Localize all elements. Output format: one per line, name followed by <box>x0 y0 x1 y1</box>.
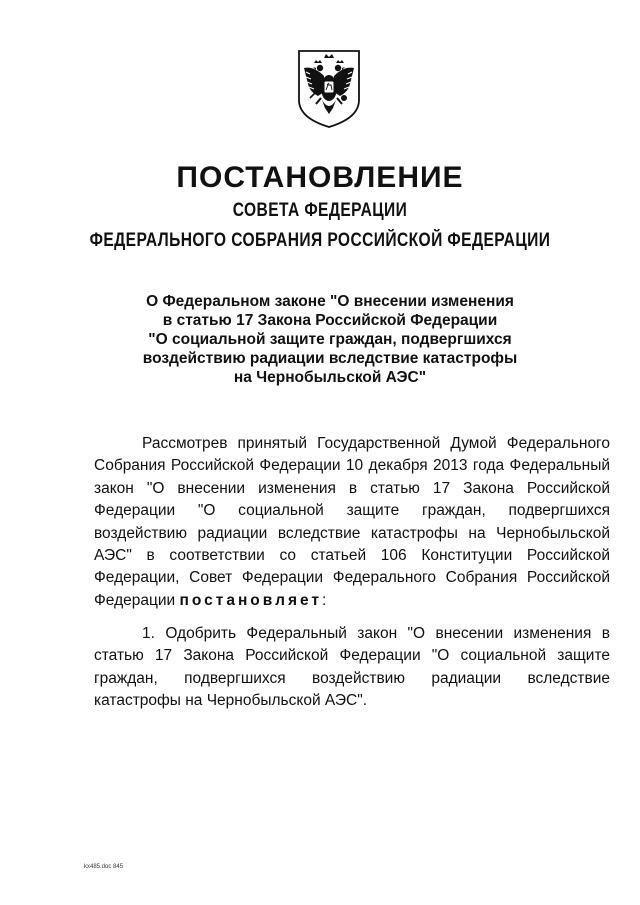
subject-line: "О социальной защите граждан, подвергшихся <box>148 331 512 348</box>
document-title: ПОСТАНОВЛЕНИЕ <box>176 161 464 194</box>
russian-coat-of-arms-icon <box>296 48 362 130</box>
resolution-item-1: 1. Одобрить Федеральный закон "О внесении изменения в статью 17 Закона Российской Федерации "О социальной защите граждан, подвергшихся воздействию радиации вследствие катастрофы на Чернобыльской АЭС". <box>94 625 610 710</box>
issuer-line-2: ФЕДЕРАЛЬНОГО СОБРАНИЯ РОССИЙСКОЙ ФЕДЕРАЦИИ <box>89 230 551 251</box>
preamble-text: Рассмотрев принятый Государственной Думой Федерального Собрания Российской Федерации 10 декабря 2013 года Федеральный закон "О внесении изменения в статью 17 Закона Российской Федерации "О социальной защите граждан, подвергшихся воздействию радиации вследствие катастрофы на Чернобыльской АЭС" в соответствии со статьей 106 Конституции Российской Федерации, Совет Федерации Федерального Собрания Российской Федерации <box>94 435 610 609</box>
file-reference: kx485.doc 845 <box>84 864 124 870</box>
resolution-verb: постановляет <box>179 591 322 609</box>
subject-line: на Чернобыльской АЭС" <box>233 369 427 386</box>
subject-line: в статью 17 Закона Российской Федерации <box>162 312 498 329</box>
subject-line: воздействию радиации вследствие катастрофы <box>142 350 518 367</box>
preamble-paragraph <box>94 433 610 612</box>
subject-line: О Федеральном законе "О внесении изменения <box>146 293 514 310</box>
preamble-colon: : <box>322 591 327 609</box>
issuer-line-1: СОВЕТА ФЕДЕРАЦИИ <box>232 200 408 221</box>
document-subject <box>100 292 560 387</box>
